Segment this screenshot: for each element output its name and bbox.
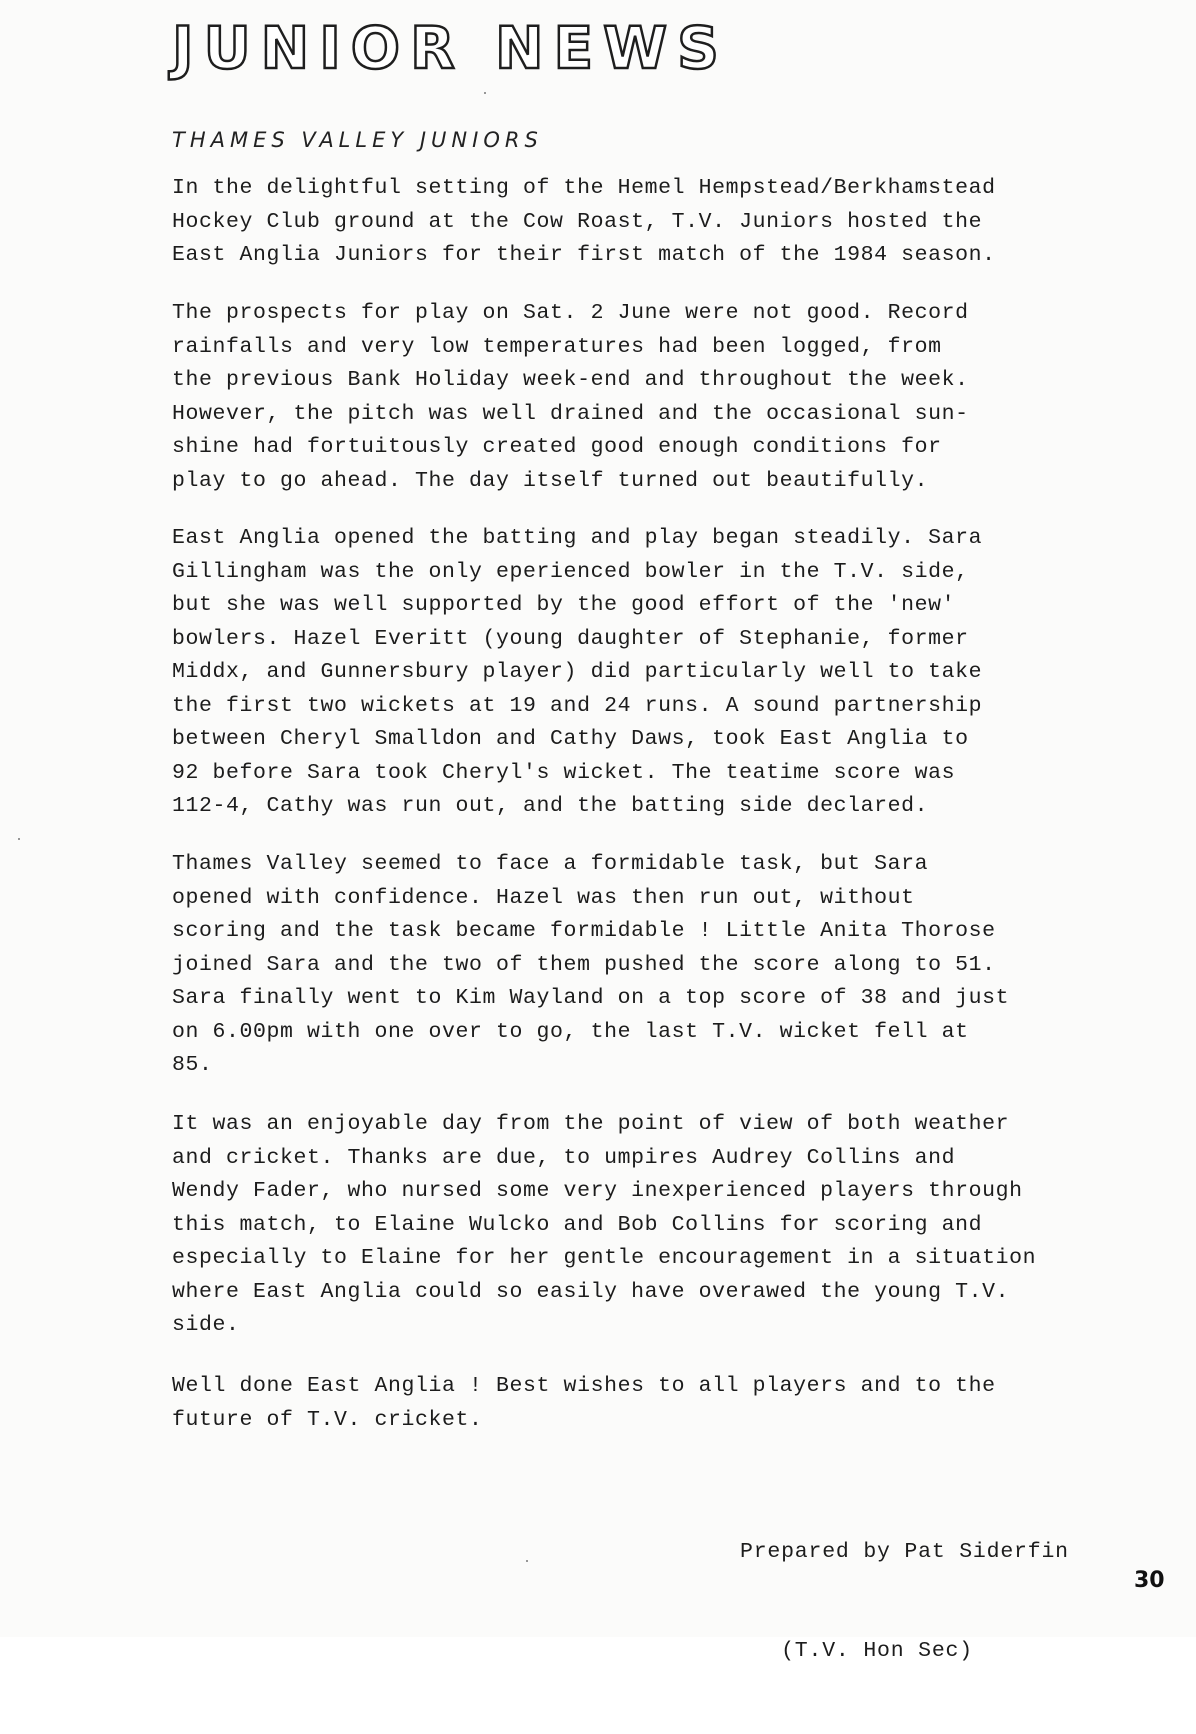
signature-block bbox=[740, 1470, 1140, 1734]
article-paragraph: East Anglia opened the batting and play began steadily. Sara Gillingham was the only eperienced bowler in the T.V. side, but she was well supported by the good effort of the 'new' bowlers. Hazel Everitt (young daughter of Stephanie, former Middx, and Gunnersbury player) did particularly well to take the first two wickets at 19 and 24 runs. A sound partnership between Cheryl Smalldon and Cathy Daws, took East Anglia to 92 before Sara took Cheryl's wicket. The teatime score was 112-4, Cathy was run out, and the batting side declared. bbox=[172, 526, 983, 818]
scan-speck bbox=[18, 838, 20, 840]
page-title: JUNIOR NEWS bbox=[172, 14, 729, 82]
section-subtitle: THAMES VALLEY JUNIORS bbox=[172, 128, 543, 152]
signature-name: Prepared by Pat Siderfin bbox=[740, 1540, 1069, 1564]
article-paragraph: Well done East Anglia ! Best wishes to all players and to the future of T.V. cricket. bbox=[172, 1374, 996, 1432]
scan-speck bbox=[484, 92, 486, 94]
article-paragraph: It was an enjoyable day from the point of view of both weather and cricket. Thanks are due, to umpires Audrey Collins and Wendy Fader, who nursed some very inexperienced players through this match, to Elaine Wulcko and Bob Collins for scoring and especially to Elaine for her gentle encouragement in a situation where East Anglia could so easily have overawed the young T.V. side. bbox=[172, 1112, 1037, 1337]
page-number: 30 bbox=[1134, 1568, 1165, 1593]
scan-speck bbox=[526, 1560, 528, 1562]
article-paragraph: The prospects for play on Sat. 2 June were not good. Record rainfalls and very low temperatures had been logged, from the previous Bank Holiday week-end and throughout the week. However, the pitch was well drained and the occasional sun- shine had fortuitously created good enough conditions for play to go ahead. The day itself turned out beautifully. bbox=[172, 301, 969, 493]
signature-role: (T.V. Hon Sec) bbox=[740, 1639, 973, 1663]
article-paragraph: Thames Valley seemed to face a formidable task, but Sara opened with confidence. Hazel was then run out, without scoring and the task became formidable ! Little Anita Thorose joined Sara and the two of them pushed the score along to 51. Sara finally went to Kim Wayland on a top score of 38 and just on 6.00pm with one over to go, the last T.V. wicket fell at 85. bbox=[172, 852, 1010, 1077]
article-paragraph: In the delightful setting of the Hemel Hempstead/Berkhamstead Hockey Club ground at the Cow Roast, T.V. Juniors hosted the East Anglia Juniors for their first match of the 1984 season. bbox=[172, 176, 996, 267]
